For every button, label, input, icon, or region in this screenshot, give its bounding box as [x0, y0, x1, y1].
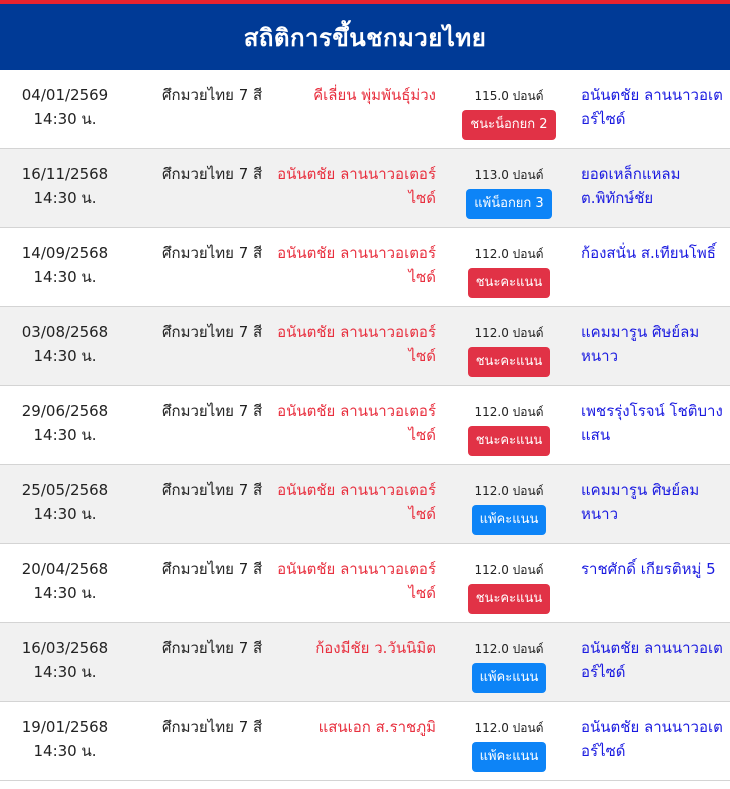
weight-class: 112.0 ปอนด์ [474, 405, 544, 419]
weight-class: 112.0 ปอนด์ [474, 484, 544, 498]
fight-time: 14:30 น. [33, 347, 97, 365]
blue-corner-fighter[interactable]: แคมมารูน ศิษย์ลมหนาว [581, 323, 700, 365]
fight-date-cell [0, 162, 130, 210]
fight-time: 14:30 น. [33, 663, 97, 681]
result-badge: ชนะคะแนน [468, 426, 551, 456]
red-corner-fighter[interactable]: อนันตชัย ลานนาวอเตอร์ไซด์ [277, 560, 436, 602]
blue-corner-fighter[interactable]: ราชศักดิ์ เกียรติหมู่ 5 [581, 560, 716, 578]
fight-date-cell [0, 715, 130, 763]
fight-time: 14:30 น. [33, 505, 97, 523]
fight-result-cell [458, 404, 560, 456]
result-badge: ชนะคะแนน [468, 584, 551, 614]
weight-class: 112.0 ปอนด์ [474, 326, 544, 340]
weight-class: 112.0 ปอนด์ [474, 721, 544, 735]
result-badge: แพ้น็อกยก 3 [466, 189, 551, 219]
fight-time: 14:30 น. [33, 110, 97, 128]
fight-row [0, 702, 730, 781]
blue-corner-fighter[interactable]: ก้องสนั่น ส.เทียนโพธิ์ [581, 244, 716, 262]
weight-class: 112.0 ปอนด์ [474, 247, 544, 261]
blue-corner-fighter[interactable]: เพชรรุ่งโรจน์ โชติบางแสน [581, 402, 723, 444]
fight-row [0, 307, 730, 386]
blue-corner-fighter[interactable]: แคมมารูน ศิษย์ลมหนาว [581, 481, 700, 523]
blue-corner-fighter[interactable]: อนันตชัย ลานนาวอเตอร์ไซด์ [581, 718, 723, 760]
fight-date: 16/11/2568 [21, 165, 109, 183]
event-name: ศึกมวยไทย 7 สี [162, 639, 263, 657]
fight-date-cell [0, 320, 130, 368]
fight-date: 25/05/2568 [21, 481, 109, 499]
fight-row [0, 386, 730, 465]
event-name: ศึกมวยไทย 7 สี [162, 86, 263, 104]
red-corner-fighter[interactable]: คีเลี่ยน พุ่มพันธุ์ม่วง [313, 86, 436, 104]
weight-class: 115.0 ปอนด์ [474, 89, 544, 103]
red-corner-fighter[interactable]: อนันตชัย ลานนาวอเตอร์ไซด์ [277, 244, 436, 286]
page-header [0, 4, 730, 70]
weight-class: 112.0 ปอนด์ [474, 563, 544, 577]
fight-date-cell [0, 478, 130, 526]
blue-corner-fighter[interactable]: อนันตชัย ลานนาวอเตอร์ไซด์ [581, 639, 723, 681]
event-name: ศึกมวยไทย 7 สี [162, 718, 263, 736]
blue-corner-fighter[interactable]: ยอดเหล็กแหลม ต.พิทักษ์ชัย [581, 165, 681, 207]
fight-row [0, 465, 730, 544]
result-badge: ชนะคะแนน [468, 268, 551, 298]
red-corner-fighter[interactable]: อนันตชัย ลานนาวอเตอร์ไซด์ [277, 323, 436, 365]
fight-result-cell [458, 246, 560, 298]
fight-result-cell [458, 641, 560, 693]
fight-date-cell [0, 83, 130, 131]
weight-class: 112.0 ปอนด์ [474, 642, 544, 656]
red-corner-fighter[interactable]: อนันตชัย ลานนาวอเตอร์ไซด์ [277, 402, 436, 444]
result-badge: ชนะน็อกยก 2 [462, 110, 555, 140]
result-badge: แพ้คะแนน [472, 505, 547, 535]
result-badge: ชนะคะแนน [468, 347, 551, 377]
fight-date: 03/08/2568 [21, 323, 109, 341]
fight-date: 16/03/2568 [21, 639, 109, 657]
fight-date: 19/01/2568 [21, 718, 109, 736]
fight-row [0, 623, 730, 702]
event-name: ศึกมวยไทย 7 สี [162, 323, 263, 341]
fight-date-cell [0, 241, 130, 289]
fight-date-cell [0, 399, 130, 447]
fight-date-cell [0, 557, 130, 605]
event-name: ศึกมวยไทย 7 สี [162, 402, 263, 420]
fight-date: 29/06/2568 [21, 402, 109, 420]
red-corner-fighter[interactable]: แสนเอก ส.ราชภูมิ [318, 718, 436, 736]
blue-corner-fighter[interactable]: อนันตชัย ลานนาวอเตอร์ไซด์ [581, 86, 723, 128]
fight-result-cell [458, 325, 560, 377]
red-corner-fighter[interactable]: ก้องมีชัย ว.วันนิมิต [315, 639, 436, 657]
fight-time: 14:30 น. [33, 426, 97, 444]
fight-date: 04/01/2569 [21, 86, 109, 104]
fight-record-table [0, 70, 730, 781]
fight-result-cell [458, 483, 560, 535]
fight-row [0, 228, 730, 307]
fight-time: 14:30 น. [33, 742, 97, 760]
event-name: ศึกมวยไทย 7 สี [162, 244, 263, 262]
fight-date: 14/09/2568 [21, 244, 109, 262]
result-badge: แพ้คะแนน [472, 742, 547, 772]
fight-row [0, 70, 730, 149]
result-badge: แพ้คะแนน [472, 663, 547, 693]
fight-result-cell [458, 720, 560, 772]
event-name: ศึกมวยไทย 7 สี [162, 560, 263, 578]
fight-row [0, 544, 730, 623]
fight-result-cell [458, 167, 560, 219]
fight-result-cell [458, 562, 560, 614]
event-name: ศึกมวยไทย 7 สี [162, 165, 263, 183]
fight-time: 14:30 น. [33, 268, 97, 286]
red-corner-fighter[interactable]: อนันตชัย ลานนาวอเตอร์ไซด์ [277, 481, 436, 523]
fight-time: 14:30 น. [33, 189, 97, 207]
event-name: ศึกมวยไทย 7 สี [162, 481, 263, 499]
fight-time: 14:30 น. [33, 584, 97, 602]
fight-date: 20/04/2568 [21, 560, 109, 578]
fight-row [0, 149, 730, 228]
fight-date-cell [0, 636, 130, 684]
red-corner-fighter[interactable]: อนันตชัย ลานนาวอเตอร์ไซด์ [277, 165, 436, 207]
weight-class: 113.0 ปอนด์ [474, 168, 544, 182]
page-title: สถิติการขึ้นชกมวยไทย [243, 23, 487, 52]
fight-result-cell [458, 88, 560, 140]
